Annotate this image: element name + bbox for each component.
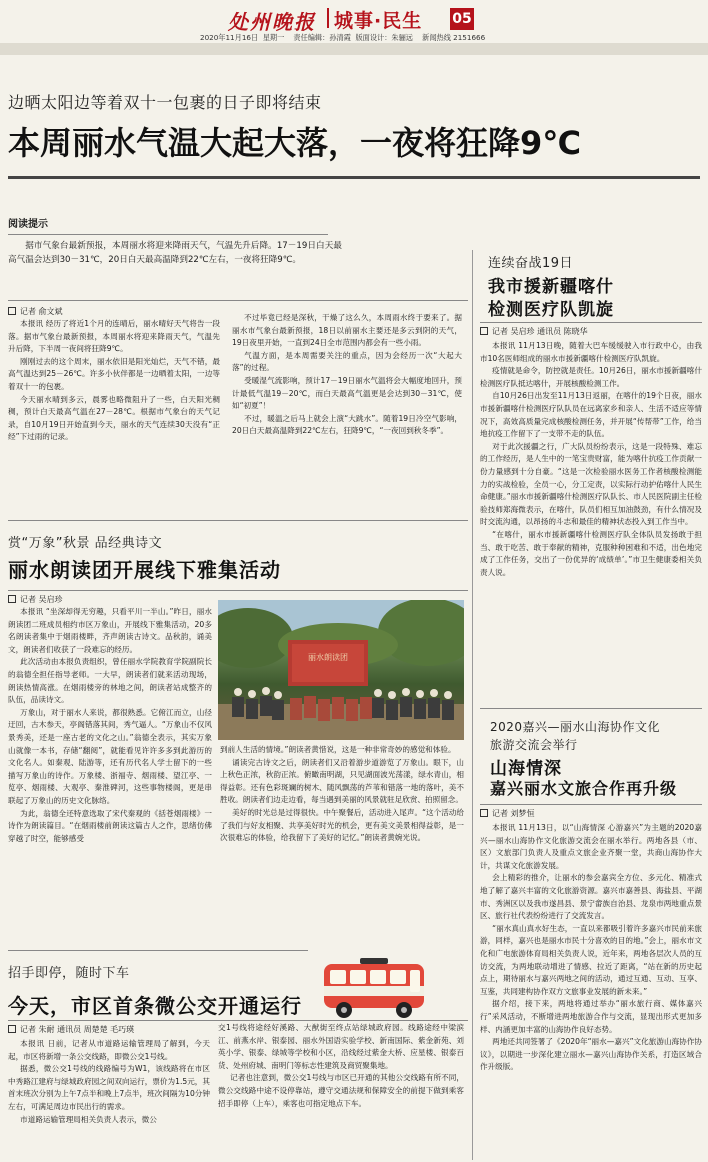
summary-text: 据市气象台最新预报，本周丽水将迎来降雨天气，气温先升后降。17－19日白天最高气温会达到30－31℃，20日白天最高温降到22℃左右，一夜将狂降9℃。: [8, 241, 342, 265]
bus-byline-rule: [8, 1020, 468, 1021]
summary-label: 阅读提示: [8, 219, 48, 230]
lead-col-1: [8, 318, 220, 444]
photo-banner: 丽水朗读团: [308, 653, 348, 662]
masthead-divider: [327, 8, 329, 28]
reading-col-1: [8, 606, 212, 845]
summary-rule: [8, 234, 328, 235]
masthead: [0, 0, 708, 42]
lead-col-2: [232, 312, 462, 438]
lead-para: 不过，暖温之后马上就会上演“大跳水”。随着19日冷空气影响，20日白天最高温降到22℃左右，狂降9℃，“一夜回到秋冬季”。: [232, 413, 462, 436]
reading-para: 到前人生活的情境。”朗读者黄惜说，这是一种非常奇妙的感觉和体验。: [220, 745, 456, 754]
bus-para: 本报讯 日前，记者从市道路运输管理局了解到，今天起，市区将新增一条公交线路，即微公交1号线。: [8, 1039, 210, 1061]
xinjiang-headline-2: 检测医疗队凯旋: [488, 300, 614, 320]
reading-para: 诵读完古诗文之后，朗读者们又沿着游步道游览了万象山。眼下，山上秋色正浓，秋韵正浓。俯瞰南明湖，只见湖面波光荡漾，绿水青山，相得益彰。还有色彩斑斓的树木、随风飘荡的芦苇和错落一地的落叶，美不胜收。朗读者们边走边看，每当遇到美丽的风景就驻足欣赏、拍照留念。: [220, 757, 464, 805]
jiaxing-headline-1: 山海情深: [490, 759, 562, 779]
xinjiang-kicker: 连续奋战19日: [488, 256, 574, 271]
bus-kicker: 招手即停，随时下车: [8, 966, 130, 981]
lead-kicker: 边晒太阳边等着双十一包裹的日子即将结束: [8, 93, 322, 112]
xinjiang-byline: [480, 326, 588, 337]
xinjiang-byline-text: 记者 吴启珍 通讯员 陈晓华: [492, 327, 588, 336]
reading-byline: [8, 594, 63, 605]
group-photo: [218, 600, 464, 740]
lead-para: 今天丽水晴到多云，晨雾也略微阻升了一些，白天阳光稠稠，预计白天最高气温在27－28℃。根据市气象台的天气记录，自10月19日开始直到今天，丽水的天气连续30天没有“正经”下过雨的记录。: [8, 394, 220, 442]
dateline: 2020年11月16日 星期一 责任编辑：孙清霞 版面设计：朱骊远 新闻热线 2151666: [200, 33, 486, 42]
jiaxing-top-rule: [480, 708, 702, 709]
xinjiang-para: 自10月26日出发至11月13日返丽，在喀什的19个日夜，丽水市援新疆喀什检测医疗队队员在远离家乡和亲人、生活不适应等情况下，高效高质量完成核酸检测任务，并开展“传帮带”工作，给当地抗疫工作留下了一支带不走的队伍。: [480, 391, 702, 439]
lead-para: 本报讯 经历了将近1个月的连晴后，丽水晴好天气将告一段落。据市气象台最新预报，本周丽水将迎来降雨天气，气温先升后降，下半周一夜间将狂降9℃。: [8, 319, 220, 354]
lead-byline-text: 记者 俞文斌: [20, 307, 63, 316]
lead-bar: [8, 176, 700, 179]
lead-byline: [8, 306, 63, 317]
jiaxing-byline-text: 记者 刘梦恒: [492, 809, 535, 818]
reading-para: 为此，翁德全还特意选取了宋代秦观的《括苍烟雨楼》一诗作为朗读篇目。“在烟雨楼前朗读这篇古人之作，思绪仿佛穿越了时空，能够感受: [8, 808, 212, 843]
xinjiang-para: 本报讯 11月13日晚，随着大巴车缓缓驶入市行政中心，由我市10名医师组成的丽水市援新疆喀什检测医疗队凯旋。: [480, 341, 702, 363]
bus-byline-text: 记者 朱耐 通讯员 周楚楚 毛巧瑛: [20, 1025, 135, 1034]
summary-box: [8, 215, 342, 267]
jiaxing-kicker-2: 旅游交流会举行: [490, 738, 578, 752]
column-separator: [472, 250, 473, 1160]
reading-para: 美好的时光总是过得很快。中午聚餐后，活动进入尾声。“这个活动给了我们与好友相聚、共享美好时光的机会，更有美文美景相得益彰，是一次很难忘的体验，给我留下了美好的记忆。”朗读者黄婉光说。: [220, 807, 464, 843]
lead-para: 受暖湿气流影响，预计17－19日丽水气温将会大幅度地回升，预计最低气温19－20℃，而白天最高气温更是会达到30－31℃，使如“初夏”！: [232, 375, 462, 411]
bus-top-rule: [8, 950, 308, 951]
jiaxing-byline-rule: [480, 804, 702, 805]
reading-byline-text: 记者 吴启珍: [20, 595, 63, 604]
bus-para: 记者也注意到，微公交1号线与市区已开通的其他公交线路有所不同，微公交线路中途不设停靠站，遵守交通法规和保障安全的前提下做到乘客招手即停（上车），乘客也可指定地点下车。: [218, 1073, 464, 1108]
bus-col-2: [218, 1022, 464, 1110]
masthead-logo: 处州晚报: [228, 10, 316, 34]
jiaxing-para: 两地还共同签署了《2020年“丽水—嘉兴”文化旅游山海协作协议》，以期进一步深化建立丽水—嘉兴山海协作关系，打造区域合作升级版。: [480, 1037, 702, 1072]
page-number: 05: [450, 8, 474, 30]
xinjiang-byline-rule: [480, 322, 702, 323]
lead-headline: 本周丽水气温大起大落，一夜将狂降9℃: [8, 124, 582, 162]
reading-top-rule: [8, 520, 468, 521]
lead-para: 气温方面，是本周需要关注的重点，因为会经历一次“大起大落”的过程。: [232, 350, 462, 373]
bus-icon: [320, 952, 430, 1022]
photo-scene: [218, 600, 464, 740]
jiaxing-body: [480, 822, 702, 1074]
bus-byline: [8, 1024, 134, 1035]
jiaxing-byline: [480, 808, 535, 819]
jiaxing-headline-2: 嘉兴丽水文旅合作再升级: [490, 779, 678, 798]
reading-kicker: 赏“万象”秋景 品经典诗文: [8, 536, 163, 551]
lead-para: 刚刚过去的这个周末，丽水依旧是阳光灿烂，天气不错，最高气温达到25－26℃。许多小伙伴都是一边晒着太阳，一边等着双十一的包裹。: [8, 356, 220, 391]
reading-col-2: [220, 744, 464, 845]
jiaxing-para: 本报讯 11月13日，以“山海情深 心游嘉兴”为主题的2020嘉兴—丽水山海协作文化旅游交流会在丽水举行。两地各县（市、区）文旅部门负责人及重点文旅企业齐聚一堂，共商山海协作大计，共谋文化旅游发展。: [480, 823, 702, 870]
jiaxing-kicker-1: 2020嘉兴—丽水山海协作文化: [490, 720, 661, 734]
reading-byline-rule: [8, 590, 468, 591]
jiaxing-para: “丽水真山真水好生态，一直以来都吸引着许多嘉兴市民前来旅游，同样，嘉兴也是丽水市民十分喜欢的目的地。”会上，丽水市文化和广电旅游体育局相关负责人说，近年来，两地各层次人员的互访交流，为两地联动增进了情感、拉近了距离，“站在新的历史起点上，期待丽水与嘉兴两地之间的活动，通过互通、互动、互享、互鉴，共同建构协作双方文旅事业发展的新未来。”: [480, 923, 702, 996]
lead-byline-rule: [8, 300, 468, 301]
reading-para: 本报讯 “坐深却得无穷趣，只看平川一半山。”昨日，丽水朗读团二班成员相约市区万象山，开展线下雅集活动，20多名朗读者集中于烟雨楼畔，齐声朗读古诗文。品秋韵，诵美文，朗读者们收获了一段难忘的经历。: [8, 607, 212, 654]
xinjiang-body: [480, 340, 702, 579]
xinjiang-para: 对于此次援疆之行，广大队员纷纷表示，这是一段特殊、难忘的工作经历，是人生中的一笔宝贵财富，能为喀什抗疫工作贡献一份力量感到十分自豪。“这是一次检验丽水医务工作者核酸检测能力的实战检验，全员一心，分工定责，以实际行动护佑喀什人民生命健康。”丽水市援新疆喀什检测医疗队队长、市人民医院副主任检验技师郑海微表示，在喀什，队员们相互加油鼓劲，有什么情况及时交流沟通，以昂扬的斗志和最佳的精神状态投入到工作当中。: [480, 441, 702, 527]
xinjiang-para: “在喀什，丽水市援新疆喀什检测医疗队全体队员发扬敢于担当、敢于吃苦、敢于奉献的精神，克服种种困难和不适，出色地完成了工作任务，交出了一份优异的‘成绩单’。”市卫生健康委相关负责人说。: [480, 529, 702, 577]
bus-headline: 今天，市区首条微公交开通运行: [8, 994, 302, 1018]
masthead-rule: [0, 43, 708, 55]
reading-headline: 丽水朗读团开展线下雅集活动: [8, 558, 281, 582]
bus-para: 据悉，微公交1号线的线路编号为W1，该线路将在市区中秀路江建府与绿城政府园之间双向运行，票价为1.5元，其首末班次分别为上午7点半和晚上7点半，班次间隔为10分钟左右，可满足周边市民出行的需求。: [8, 1064, 210, 1111]
xinjiang-para: 疫情就是命令，防控就是责任。10月26日，丽水市援新疆喀什检测医疗队抵达喀什，开展核酸检测工作。: [480, 366, 702, 388]
reading-para: 万象山，对于丽水人来说，都很熟悉。它俯江而立，山径迂回，古木参天，亭阁错落其间，秀气逼人。“万象山不仅风景秀美，还是一座古老的文化之山。”翁德全表示，其实万象山就像一本书，存储“翻阅”，就能看见许许多多到此游历的文化名人。如秦观、陆游等，还有历代名人学士留下的一些描写万象山的诗作。万象楼、浙福寺、烟雨楼、望江亭、一览亭、烟雨楼、大观亭、秦淮碑河，这些事物楼阁，更是串联起了万象山的历史文化脉络。: [8, 707, 212, 805]
bus-para: 交1号线将途经好溪路、大猷街至终点站绿城政府园。线路途经中梁滨江、前燕水岸、银泰园、丽水外国语实验学校、新南国际、紫金新苑、刘英小学、银泰、绿城等学校和小区，沿线经过紫金大桥、应星楼、银泰百货、处州府城、南明门等标志性建筑及商贸聚集地。: [218, 1023, 464, 1070]
bus-para: 市道路运输管理局相关负责人表示，微公: [20, 1114, 157, 1124]
xinjiang-headline-1: 我市援新疆喀什: [488, 277, 614, 297]
bus-col-1: [8, 1038, 210, 1126]
jiaxing-para: 据介绍，接下来，两地将通过举办“丽水旅行商、媒体嘉兴行”采风活动，不断增进两地旅游合作与交流，显现出形式更加多样、内涵更加丰富的山海协作良好态势。: [480, 999, 702, 1034]
lead-para: 不过毕竟已经是深秋，干燥了这么久，本周雨水终于要来了。据丽水市气象台最新预报，18日以前丽水主要还是多云到阴的天气，19日夜里开始，一直到24日全市范围内都会有一些小雨。: [232, 313, 462, 348]
reading-para: 此次活动由本报负责组织，曾任丽水学院教育学院副院长的翁德全担任指导老师。一大早，朗读者们就来活动现场，朗读热情高涨。在烟雨楼旁的林地之间，朗读者站成整齐的队伍，品读诗文。: [8, 657, 212, 705]
jiaxing-para: 会上精彩的推介，让丽水的参会嘉宾全方位、多元化、精准式地了解了嘉兴丰富的文化旅游资源。嘉兴市嘉善县、海盐县、平湖市、秀洲区以及我市遂昌县、景宁畲族自治县、龙泉市两地重点景区、旅行社代表纷纷进行了交流发言。: [480, 873, 702, 921]
section-title: 城事·民生: [334, 10, 423, 32]
